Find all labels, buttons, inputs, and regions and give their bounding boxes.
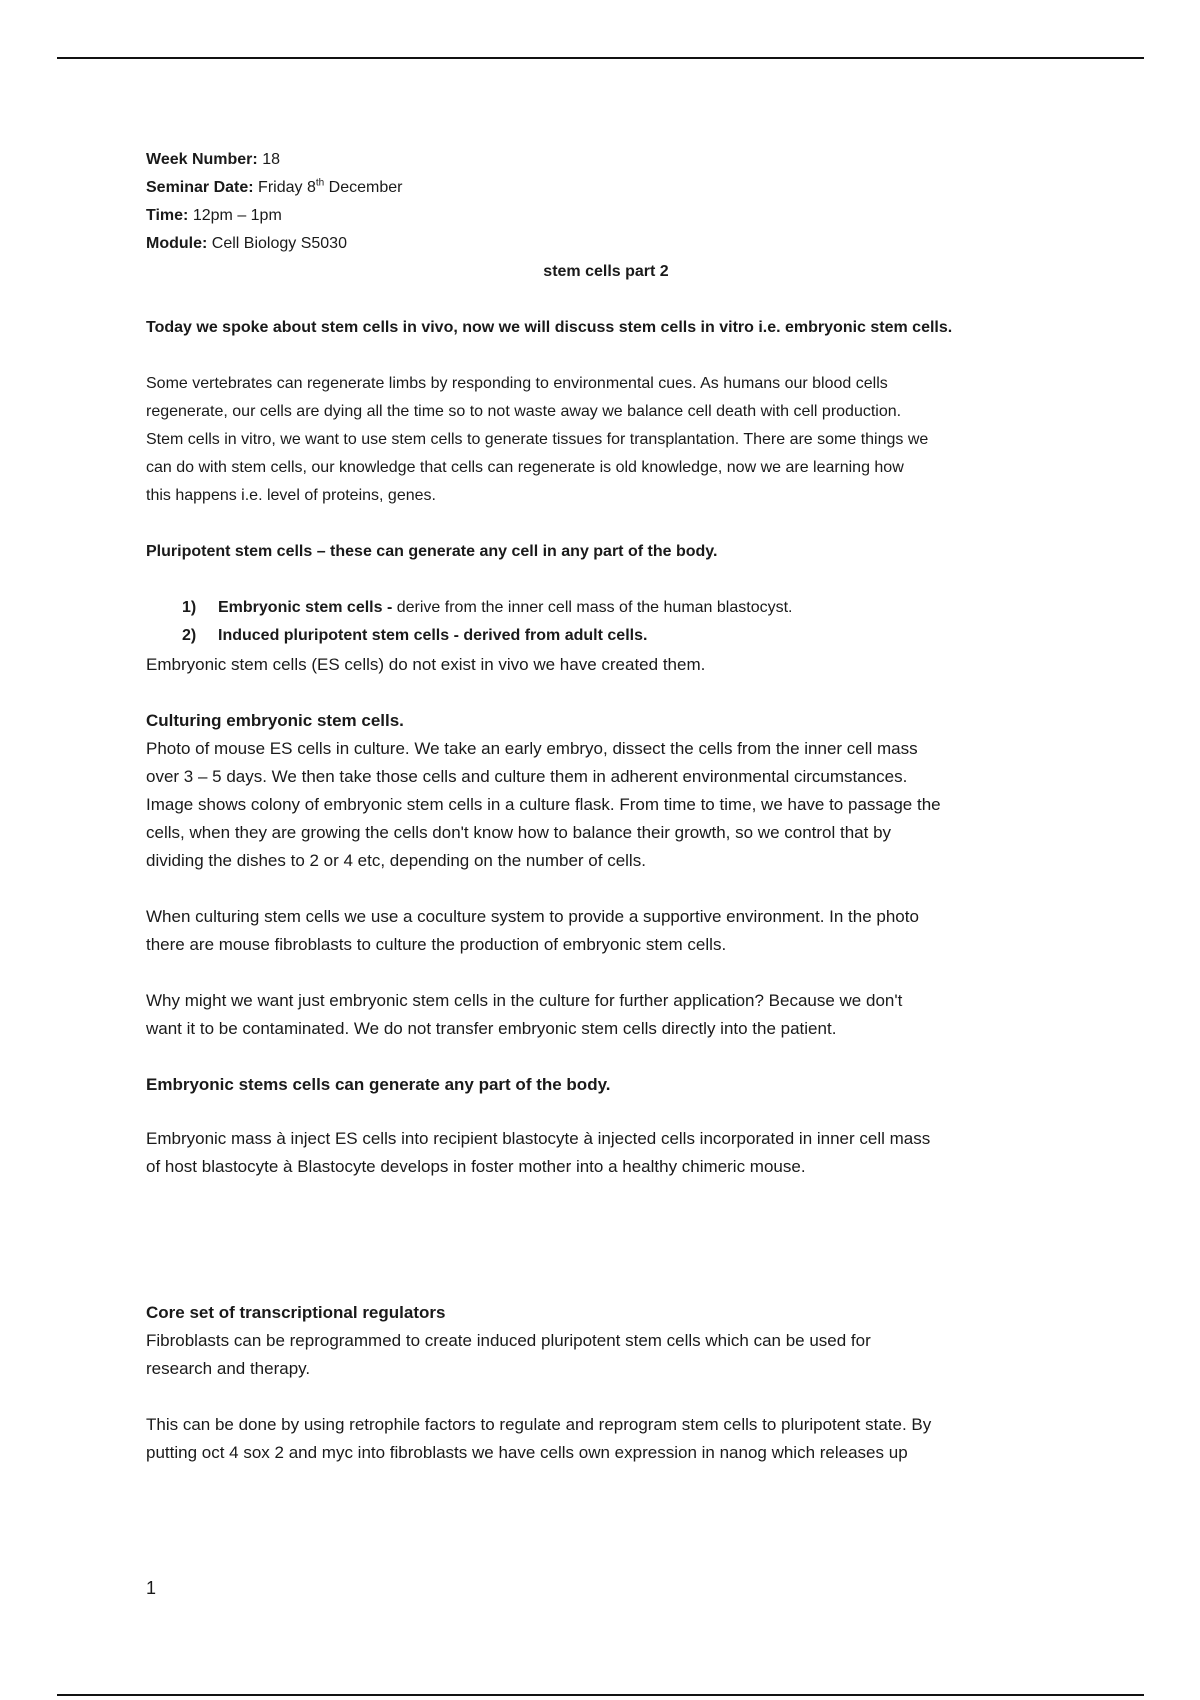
- list-number: 1): [182, 599, 197, 616]
- culturing-line: over 3 – 5 days. We then take those cells and culture them in adherent environmental circumstances.: [146, 767, 908, 786]
- culturing-line: Image shows colony of embryonic stem cells in a culture flask. From time to time, we have to passage the: [146, 795, 941, 814]
- culturing-line: dividing the dishes to 2 or 4 etc, depending on the number of cells.: [146, 851, 646, 870]
- why-line: Why might we want just embryonic stem cells in the culture for further application? Because we don't: [146, 991, 903, 1010]
- coculture-line: there are mouse fibroblasts to culture the production of embryonic stem cells.: [146, 935, 727, 954]
- list-item: [146, 594, 1066, 622]
- spacer: [146, 874, 1066, 902]
- intro-paragraph: [146, 370, 1066, 510]
- intro-line: can do with stem cells, our knowledge that cells can regenerate is old knowledge, now we are learning how: [146, 459, 904, 476]
- spacer: [146, 1042, 1066, 1070]
- core-heading: Core set of transcriptional regulators: [146, 1303, 446, 1322]
- spacer: [146, 958, 1066, 986]
- intro-line: regenerate, our cells are dying all the time so to not waste away we balance cell death with cell production.: [146, 403, 902, 420]
- coculture-paragraph: [146, 902, 1066, 958]
- intro-heading: Today we spoke about stem cells in vivo, now we will discuss stem cells in vitro i.e. embryonic stem cells.: [146, 319, 953, 336]
- document-title: stem cells part 2: [543, 263, 669, 280]
- seminar-date-line: [146, 174, 1066, 202]
- page-number: 1: [146, 1578, 157, 1598]
- list-number: 2): [182, 627, 197, 644]
- intro-line: this happens i.e. level of proteins, genes.: [146, 487, 436, 504]
- week-value: 18: [262, 151, 280, 168]
- embryonic-paragraph: [146, 1124, 1066, 1180]
- seminar-month: December: [324, 179, 403, 196]
- week-label: Week Number:: [146, 151, 258, 168]
- time-label: Time:: [146, 207, 189, 224]
- top-rule: [57, 57, 1144, 59]
- retro-line: This can be done by using retrophile factors to regulate and reprogram stem cells to pluripotent state. By: [146, 1415, 932, 1434]
- why-line: want it to be contaminated. We do not transfer embryonic stem cells directly into the patient.: [146, 1019, 837, 1038]
- retro-paragraph: [146, 1410, 1066, 1466]
- embryonic-line: Embryonic mass à inject ES cells into recipient blastocyte à injected cells incorporated in inner cell mass: [146, 1129, 931, 1148]
- seminar-sup: th: [315, 177, 325, 189]
- intro-line: Stem cells in vitro, we want to use stem cells to generate tissues for transplantation. There are some things we: [146, 431, 929, 448]
- why-paragraph: [146, 986, 1066, 1042]
- document-page: [146, 146, 1066, 1466]
- core-line: research and therapy.: [146, 1359, 311, 1378]
- intro-line: Some vertebrates can regenerate limbs by responding to environmental cues. As humans our blood cells: [146, 375, 888, 392]
- list-item-bold: Induced pluripotent stem cells - derived from adult cells.: [218, 627, 648, 644]
- module-value: Cell Biology S5030: [211, 235, 347, 252]
- culturing-line: cells, when they are growing the cells don't know how to balance their growth, so we control that by: [146, 823, 892, 842]
- list-item: [146, 622, 1066, 650]
- list-item-text: derive from the inner cell mass of the human blastocyst.: [392, 599, 793, 616]
- embryonic-heading: Embryonic stems cells can generate any part of the body.: [146, 1075, 611, 1094]
- spacer: [146, 566, 1066, 594]
- week-number-line: [146, 146, 1066, 174]
- list-item-bold: Embryonic stem cells -: [218, 599, 393, 616]
- culturing-heading: Culturing embryonic stem cells.: [146, 711, 404, 730]
- pluripotent-heading: Pluripotent stem cells – these can generate any cell in any part of the body.: [146, 543, 718, 560]
- spacer: [146, 1098, 1066, 1124]
- culturing-line: Photo of mouse ES cells in culture. We take an early embryo, dissect the cells from the inner cell mass: [146, 739, 918, 758]
- spacer: [146, 342, 1066, 370]
- spacer: [146, 510, 1066, 538]
- retro-line: putting oct 4 sox 2 and myc into fibroblasts we have cells own expression in nanog which releases up: [146, 1443, 908, 1462]
- spacer: [146, 678, 1066, 706]
- es-note: Embryonic stem cells (ES cells) do not exist in vivo we have created them.: [146, 655, 706, 674]
- module-line: [146, 230, 1066, 258]
- bottom-rule: [57, 1694, 1144, 1696]
- stem-cell-types-list: [146, 594, 1066, 650]
- culturing-paragraph: [146, 734, 1066, 874]
- seminar-value: Friday 8: [258, 179, 316, 196]
- spacer: [146, 1180, 1066, 1298]
- time-line: [146, 202, 1066, 230]
- core-paragraph: [146, 1326, 1066, 1382]
- spacer: [146, 286, 1066, 314]
- coculture-line: When culturing stem cells we use a coculture system to provide a supportive environment. In the photo: [146, 907, 919, 926]
- time-value: 12pm – 1pm: [192, 207, 282, 224]
- core-line: Fibroblasts can be reprogrammed to create induced pluripotent stem cells which can be used for: [146, 1331, 871, 1350]
- spacer: [146, 1382, 1066, 1410]
- seminar-label: Seminar Date:: [146, 179, 254, 196]
- module-label: Module:: [146, 235, 208, 252]
- embryonic-line: of host blastocyte à Blastocyte develops in foster mother into a healthy chimeric mouse.: [146, 1157, 806, 1176]
